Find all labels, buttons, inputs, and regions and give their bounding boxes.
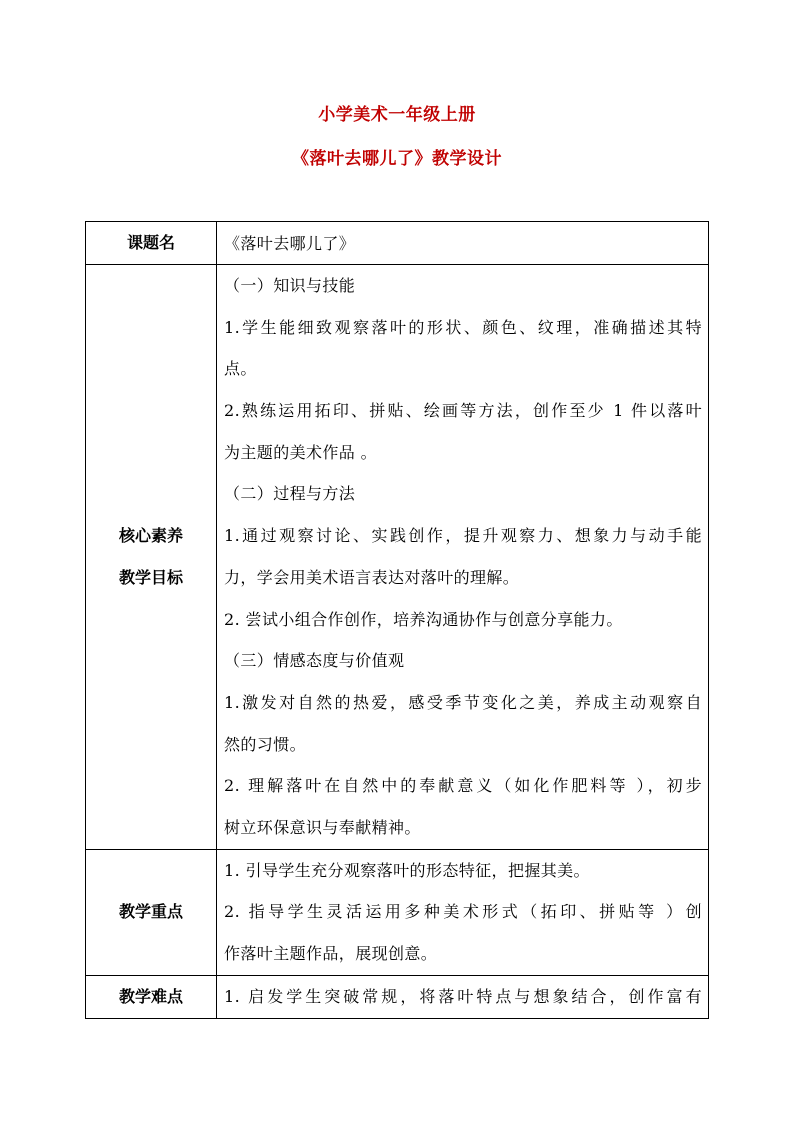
objectives-line: 力，学会用美术语言表达对落叶的理解。 [224, 567, 520, 587]
table-row-difficulties [86, 975, 709, 1018]
difficulties-line: 1. 启发学生突破常规，将落叶特点与想象结合，创作富有 [224, 987, 702, 1007]
objectives-line: 1.通过观察讨论、实践创作，提升观察力、想象力与动手能 [224, 526, 702, 546]
key-points-label: 教学重点 [86, 849, 217, 975]
objectives-line: 为主题的美术作品 。 [224, 442, 378, 462]
objectives-line: 点。 [224, 359, 257, 379]
key-points-content-cell [217, 849, 709, 975]
lesson-plan-table [85, 221, 709, 1019]
document-title: 小学美术一年级上册 [318, 105, 476, 125]
objectives-label-line2: 教学目标 [118, 567, 183, 587]
objectives-line: （三）情感态度与价值观 [224, 651, 405, 671]
topic-value-cell [217, 222, 709, 265]
key-points-line: 2. 指导学生灵活运用多种美术形式（拓印、拼贴等 ）创 [224, 902, 702, 922]
key-points-line: 作落叶主题作品，展现创意。 [224, 944, 438, 963]
topic-label: 课题名 [86, 222, 217, 265]
objectives-line: 然的习惯。 [224, 734, 307, 754]
topic-value: 《落叶去哪儿了》 [224, 233, 356, 253]
difficulties-content-cell [217, 975, 709, 1018]
objectives-line: 2. 尝试小组合作创作，培养沟通协作与创意分享能力。 [224, 609, 623, 629]
objectives-content-cell [217, 265, 709, 850]
objectives-line: 树立环保意识与奉献精神。 [224, 817, 421, 837]
key-points-line: 1. 引导学生充分观察落叶的形态特征，把握其美。 [224, 860, 590, 880]
table-row-objectives [86, 265, 709, 850]
objectives-line: 2.熟练运用拓印、拼贴、绘画等方法，创作至少 1 件以落叶 [224, 401, 702, 421]
table-row-key-points [86, 849, 709, 975]
objectives-line: 1.激发对自然的热爱，感受季节变化之美，养成主动观察自 [224, 692, 702, 712]
objectives-label [86, 265, 217, 850]
document-subtitle: 《落叶去哪儿了》教学设计 [292, 149, 502, 169]
objectives-line: 2. 理解落叶在自然中的奉献意义（如化作肥料等 ），初步 [224, 776, 702, 796]
objectives-line: 1.学生能细致观察落叶的形状、颜色、纹理，准确描述其特 [224, 317, 702, 337]
objectives-line: （二）过程与方法 [224, 484, 356, 504]
objectives-line: （一）知识与技能 [224, 276, 356, 295]
objectives-label-line1: 核心素养 [118, 525, 183, 545]
table-row-topic [86, 222, 709, 265]
difficulties-label: 教学难点 [86, 975, 217, 1018]
